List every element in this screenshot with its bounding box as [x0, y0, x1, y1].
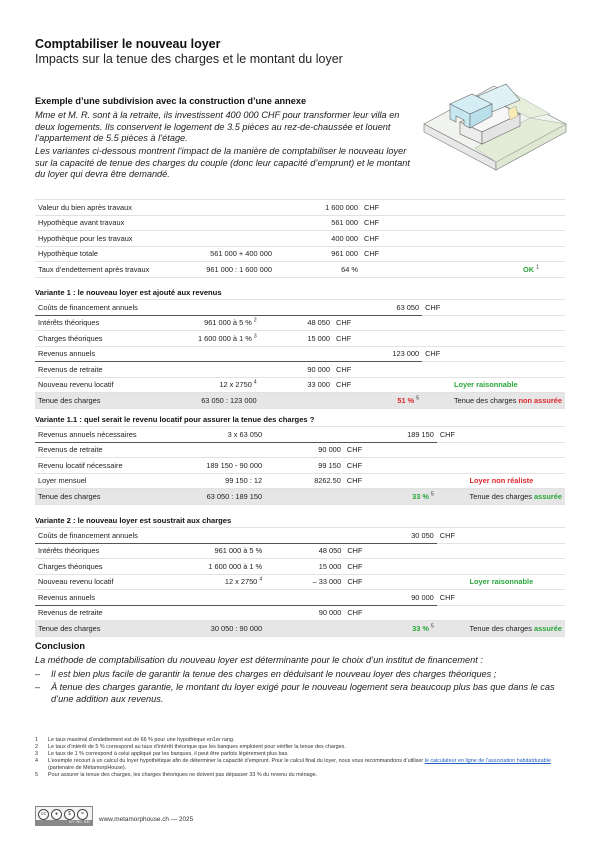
footnote: 4 L’exemple recourt à un calcul du loyer hypothétique afin de déterminer la capacité d’emprunt. Pour le calcul final du loyer, nous vous recommandons d’utiliser le calculateur en ligne de l’association habitatdurable (partenaire de MétamorpHouse). — [35, 757, 551, 771]
row-unit: CHF — [333, 331, 362, 347]
row-label: Tenue des charges — [35, 393, 172, 409]
license-labels: BY NC ND — [36, 820, 92, 825]
table-row — [35, 246, 565, 262]
example-paragraph: Les variantes ci-dessous montrent l’impact de la manière de comptabiliser le nouveau loyer sur la capacité de tenue des charges du couple (donc leur capacité d’emprunt) et le montant du loyer qui devra être demandé. — [35, 146, 410, 180]
rent-status-note: Loyer raisonnable — [467, 574, 565, 590]
table-row — [35, 543, 565, 559]
row-value: 15 000 — [260, 331, 333, 347]
by-icon: ● — [51, 809, 62, 820]
row-unit: CHF — [344, 574, 374, 590]
row-unit: CHF — [344, 543, 374, 559]
row-calc — [175, 442, 265, 458]
row-label: Nouveau revenu locatif — [35, 574, 176, 590]
row-total-unit: CHF — [422, 300, 451, 316]
table-row — [35, 427, 565, 443]
table-row — [35, 605, 565, 621]
row-calc: 30 050 : 90 000 — [176, 621, 265, 637]
row-label: Revenus de retraite — [35, 362, 172, 378]
footnote: 5 Pour assurer la tenue des charges, les charges théoriques ne doivent pas dépasser 33 % du revenu du ménage. — [35, 771, 318, 778]
table-row — [35, 346, 565, 362]
footnote-ref: 2 — [253, 317, 257, 324]
row-calc: 12 x 2750 — [224, 577, 258, 587]
footnote-ref: 1 — [536, 264, 539, 271]
conclusion-list — [35, 669, 565, 706]
result-row — [35, 393, 565, 409]
row-unit: CHF — [333, 315, 362, 331]
row-label: Intérêts théoriques — [35, 315, 172, 331]
row-unit: CHF — [344, 458, 374, 474]
footnote-ref: 5 — [416, 395, 420, 402]
row-value: 961 000 — [275, 246, 361, 262]
row-label: Loyer mensuel — [35, 473, 175, 489]
row-value: – 33 000 — [265, 574, 344, 590]
house-illustration — [420, 82, 570, 192]
row-unit: CHF — [344, 473, 374, 489]
result-note: Tenue des charges — [453, 395, 519, 405]
rent-status-note: Loyer non réaliste — [467, 473, 565, 489]
result-row — [35, 621, 565, 637]
table-row — [35, 473, 565, 489]
table-row — [35, 231, 565, 247]
row-label: Revenus annuels — [35, 590, 176, 606]
row-value: 48 050 — [260, 315, 333, 331]
table-row — [35, 458, 565, 474]
result-row — [35, 489, 565, 505]
ratio-percent: 33 % — [412, 623, 429, 633]
footnote: 3 Le taux de 1 % correspond à celui appliqué par les banques, il peut être parfois légèrement plus bas. — [35, 750, 289, 757]
row-unit: CHF — [333, 362, 362, 378]
row-label: Revenu locatif nécessaire — [35, 458, 175, 474]
ratio-percent: 33 % — [412, 491, 429, 501]
table-row — [35, 262, 565, 278]
row-unit: CHF — [361, 215, 392, 231]
row-unit: CHF — [361, 200, 392, 216]
row-label: Revenus annuels nécessaires — [35, 427, 175, 443]
row-unit — [361, 262, 392, 278]
dash-bullet: – — [35, 681, 41, 692]
table-row — [35, 315, 565, 331]
page-title: Comptabiliser le nouveau loyer — [35, 37, 221, 51]
row-unit: CHF — [344, 442, 374, 458]
nc-icon: $ — [64, 809, 75, 820]
footnotes — [35, 737, 565, 778]
result-note: Tenue des charges — [469, 623, 535, 633]
row-label: Revenus annuels — [35, 346, 172, 362]
variant2-title: Variante 2 : le nouveau loyer est soustrait aux charges — [35, 516, 232, 525]
row-calc: 1 600 000 à 1 % — [197, 333, 252, 343]
row-value: 48 050 — [265, 543, 344, 559]
result-note: Tenue des charges — [469, 491, 535, 501]
conclusion-title: Conclusion — [35, 641, 86, 651]
row-label: Taux d’endettement après travaux — [35, 262, 181, 278]
row-total-unit: CHF — [437, 590, 467, 606]
table-row — [35, 528, 565, 544]
row-value: 64 % — [275, 262, 361, 278]
row-value: 33 000 — [260, 377, 333, 393]
row-value: 400 000 — [275, 231, 361, 247]
row-unit: CHF — [361, 231, 392, 247]
row-label: Intérêts théoriques — [35, 543, 176, 559]
rent-status-note: Loyer raisonnable — [451, 377, 565, 393]
row-calc: 561 000 + 400 000 — [181, 246, 275, 262]
table-row — [35, 590, 565, 606]
variant11-title: Variante 1.1 : quel serait le revenu locatif pour assurer la tenue des charges ? — [35, 415, 315, 424]
row-label: Coûts de financement annuels — [35, 528, 176, 544]
row-calc: 12 x 2750 — [219, 380, 252, 390]
row-total-unit: CHF — [422, 346, 451, 362]
table-row — [35, 215, 565, 231]
status-badge: non assurée — [518, 395, 562, 405]
status-ok: OK — [523, 264, 535, 274]
list-item: – À tenue des charges garantie, le montant du loyer exigé pour le nouveau logement sera beaucoup plus bas que dans le cas d’une addition aux revenus. — [35, 681, 555, 704]
row-value: 99 150 — [265, 458, 344, 474]
row-label: Revenus de retraite — [35, 442, 175, 458]
footnote-ref: 5 — [431, 491, 434, 498]
row-value: 1 600 000 — [275, 200, 361, 216]
row-calc: 63 050 : 123 000 — [172, 393, 260, 409]
ratio-percent: 51 % — [397, 395, 415, 405]
table-row — [35, 200, 565, 216]
row-value: 90 000 — [260, 362, 333, 378]
row-unit: CHF — [361, 246, 392, 262]
row-label: Hypothèque avant travaux — [35, 215, 181, 231]
row-calc: 3 x 63 050 — [175, 427, 265, 443]
row-total: 63 050 — [362, 300, 422, 316]
row-label: Coûts de financement annuels — [35, 300, 172, 316]
row-value: 15 000 — [265, 559, 344, 575]
row-calc: 63 050 : 189 150 — [175, 489, 265, 505]
nd-icon: = — [77, 809, 88, 820]
row-total: 123 000 — [362, 346, 422, 362]
row-value: 90 000 — [265, 442, 344, 458]
list-item: – Il est bien plus facile de garantir la tenue des charges en déduisant le nouveau loyer des charges théoriques ; — [35, 669, 497, 679]
row-label: Charges théoriques — [35, 331, 172, 347]
footnote-ref: 5 — [431, 623, 434, 630]
base-table — [35, 199, 565, 278]
row-calc — [181, 231, 275, 247]
table-row — [35, 331, 565, 347]
row-calc: 961 000 à 5 % — [176, 543, 265, 559]
row-label: Charges théoriques — [35, 559, 176, 575]
footnote: 1 Le taux maximal d’endettement est de 66 % pour une hypothèque en1er rang. — [35, 737, 235, 743]
row-calc: 961 000 : 1 600 000 — [181, 262, 275, 278]
calculator-link[interactable]: le calculateur en ligne de l’association habitatdurable — [424, 757, 551, 764]
row-calc: 99 150 : 12 — [175, 473, 265, 489]
table-row — [35, 377, 565, 393]
row-total: 189 150 — [374, 427, 437, 443]
row-total-unit: CHF — [437, 528, 467, 544]
row-calc: 961 000 à 5 % — [204, 318, 252, 328]
status-badge: assurée — [534, 623, 562, 633]
table-row — [35, 442, 565, 458]
footnote: 2 Le taux d’intérêt de 5 % correspond au taux d’intérêt théorique que les banques emploient pour vérifier la tenue des charges. — [35, 743, 346, 750]
row-value: 90 000 — [265, 605, 344, 621]
table-row — [35, 574, 565, 590]
variant1-table — [35, 299, 565, 409]
status-badge: assurée — [534, 491, 562, 501]
row-label: Tenue des charges — [35, 621, 176, 637]
row-calc — [181, 200, 275, 216]
row-label: Valeur du bien après travaux — [35, 200, 181, 216]
footer-url: www.metamorphouse.ch — 2025 — [99, 816, 194, 823]
row-value: 561 000 — [275, 215, 361, 231]
row-calc — [181, 215, 275, 231]
row-total: 30 050 — [374, 528, 437, 544]
table-row — [35, 559, 565, 575]
cc-icon: cc — [38, 809, 49, 820]
conclusion-intro: La méthode de comptabilisation du nouveau loyer est déterminante pour le choix d’un institut de financement : — [35, 655, 483, 665]
row-unit: CHF — [344, 605, 374, 621]
row-unit: CHF — [333, 377, 362, 393]
row-label: Revenus de retraite — [35, 605, 176, 621]
example-paragraph: Mme et M. R. sont à la retraite, ils investissent 400 000 CHF pour transformer leur villa en deux logements. Ils conservent le logement de 3.5 pièces au rez-de-chaussée et louent l’appartement de 5.5 pièces à l’étage. — [35, 110, 400, 144]
row-total: 90 000 — [374, 590, 437, 606]
row-label: Tenue des charges — [35, 489, 175, 505]
variant1-title: Variante 1 : le nouveau loyer est ajouté aux revenus — [35, 288, 222, 297]
row-label: Nouveau revenu locatif — [35, 377, 172, 393]
footnote-ref: 3 — [253, 333, 257, 340]
row-total-unit: CHF — [437, 427, 467, 443]
row-calc: 189 150 - 90 000 — [175, 458, 265, 474]
dash-bullet: – — [35, 669, 41, 679]
variant11-table — [35, 426, 565, 505]
row-label: Hypothèque pour les travaux — [35, 231, 181, 247]
page-subtitle: Impacts sur la tenue des charges et le montant du loyer — [35, 52, 343, 66]
footnote-ref: 4 — [253, 379, 257, 386]
row-unit: CHF — [344, 559, 374, 575]
example-title: Exemple d’une subdivision avec la construction d’une annexe — [35, 96, 307, 106]
row-calc: 1 600 000 à 1 % — [176, 559, 265, 575]
cc-license-badge — [35, 806, 93, 826]
table-row — [35, 300, 565, 316]
row-label: Hypothèque totale — [35, 246, 181, 262]
row-value: 8262.50 — [265, 473, 344, 489]
footnote-ref: 4 — [259, 576, 263, 583]
table-row — [35, 362, 565, 378]
variant2-table — [35, 527, 565, 637]
